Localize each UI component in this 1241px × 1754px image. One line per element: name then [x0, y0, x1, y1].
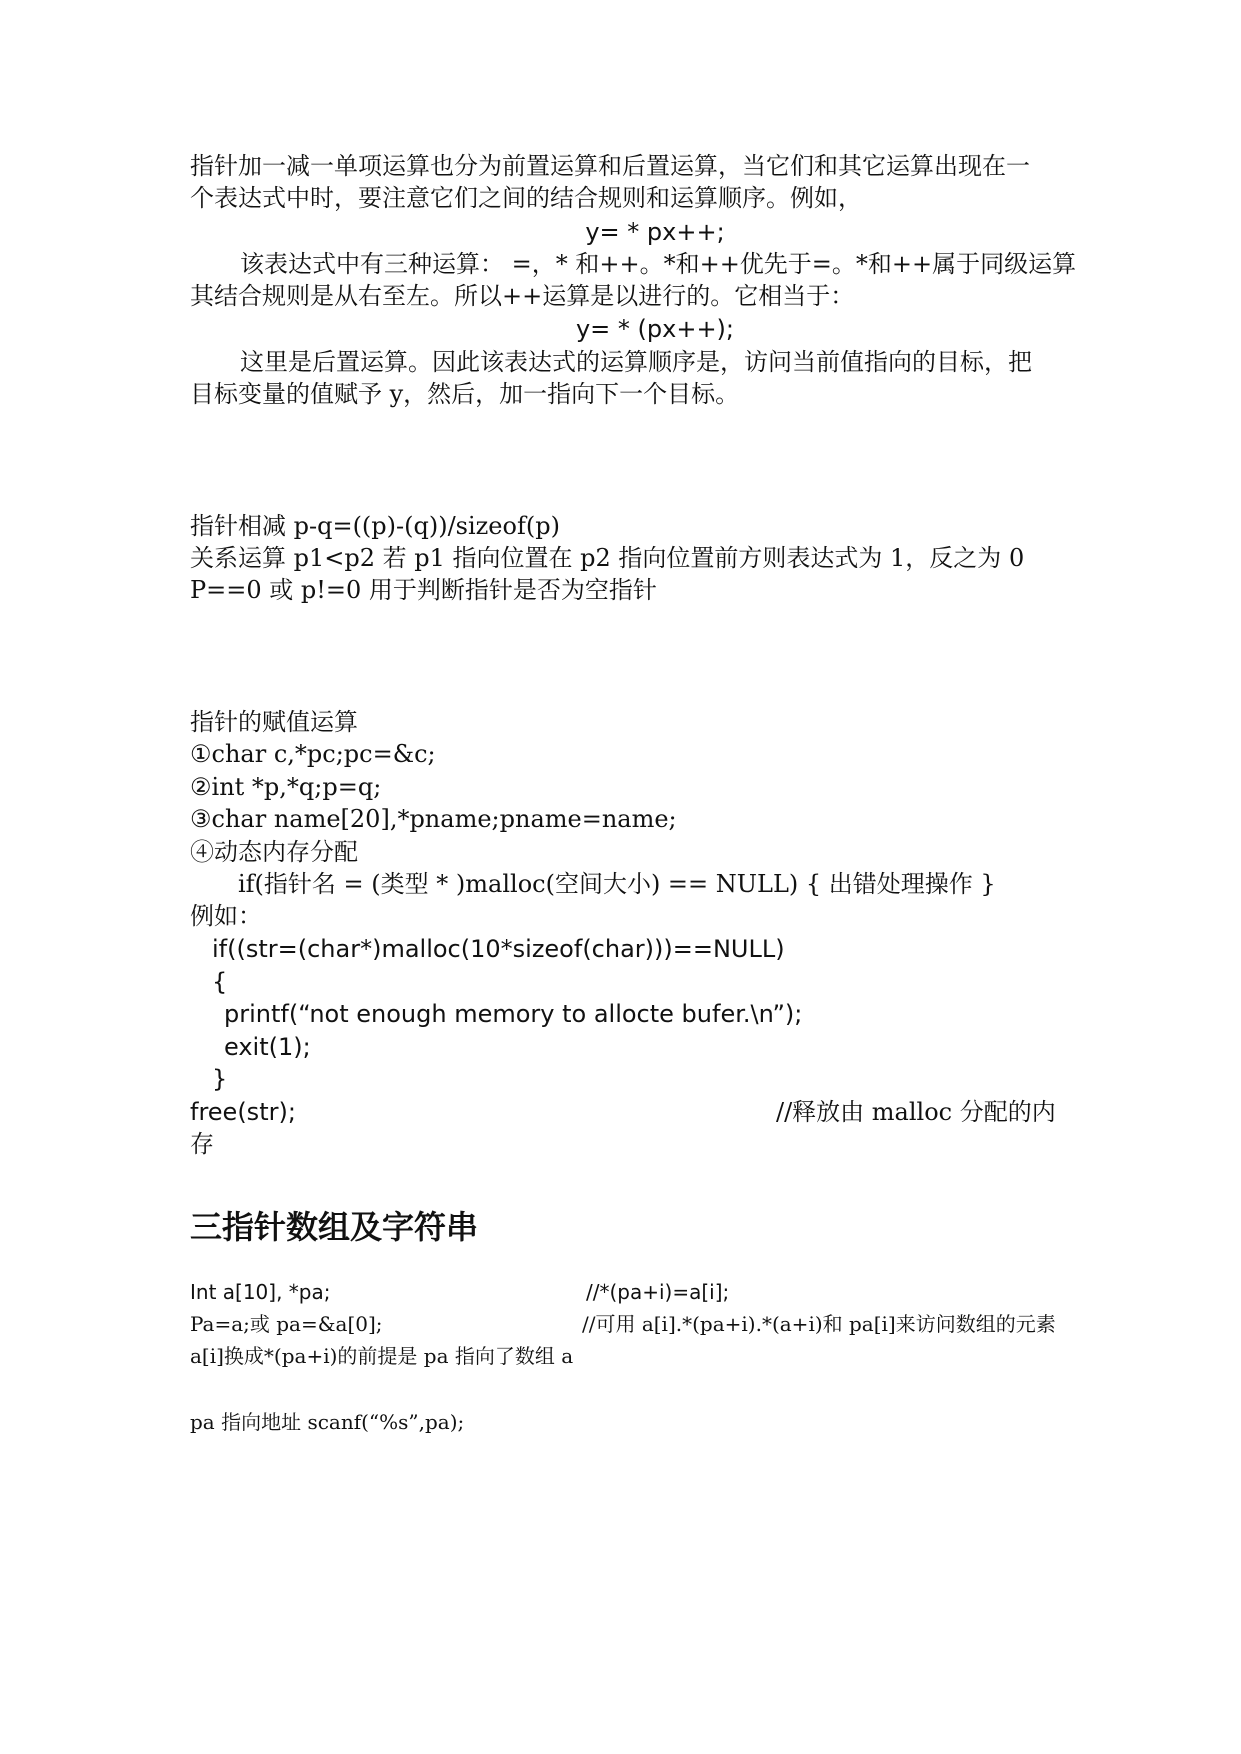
- subsection-title: 指针的赋值运算: [190, 708, 358, 736]
- paragraph-line: 这里是后置运算。因此该表达式的运算顺序是，访问当前值指向的目标，把: [240, 348, 1032, 376]
- paragraph-line: 其结合规则是从右至左。所以++运算是以进行的。它相当于：: [190, 282, 855, 310]
- code-line: printf(“not enough memory to allocte bufer.\n”);: [224, 1000, 803, 1028]
- list-item: ①char c,*pc;pc=&c;: [190, 740, 436, 768]
- paragraph-line: a[i]换成*(pa+i)的前提是 pa 指向了数组 a: [190, 1344, 574, 1368]
- section-heading: 三指针数组及字符串: [190, 1208, 479, 1246]
- code-line: if((str=(char*)malloc(10*sizeof(char)))==NULL): [212, 935, 785, 963]
- list-item: ④动态内存分配: [190, 838, 358, 866]
- paragraph-line: P==0 或 p!=0 用于判断指针是否为空指针: [190, 576, 657, 604]
- paragraph-line: 该表达式中有三种运算： =，* 和++。*和++优先于=。*和++属于同级运算: [240, 250, 1077, 278]
- code-comment: //可用 a[i].*(pa+i).*(a+i)和 pa[i]来访问数组的元素: [582, 1312, 1056, 1336]
- code-line: if(指针名 = (类型 * )malloc(空间大小) == NULL) { 出错处理操作 }: [238, 870, 996, 898]
- list-item: ②int *p,*q;p=q;: [190, 773, 382, 801]
- code-line: exit(1);: [224, 1033, 311, 1061]
- paragraph-line: pa 指向地址 scanf(“%s”,pa);: [190, 1410, 465, 1434]
- list-item: ③char name[20],*pname;pname=name;: [190, 805, 677, 833]
- paragraph-line: 关系运算 p1<p2 若 p1 指向位置在 p2 指向位置前方则表达式为 1，反之为 0: [190, 544, 1025, 572]
- code-line: Pa=a;或 pa=&a[0];: [190, 1312, 383, 1336]
- example-label: 例如：: [190, 902, 262, 930]
- paragraph-line: 指针加一减一单项运算也分为前置运算和后置运算，当它们和其它运算出现在一: [190, 152, 1030, 180]
- paragraph-line: 指针相减 p-q=((p)-(q))/sizeof(p): [190, 512, 560, 540]
- code-line: }: [212, 1065, 228, 1093]
- code-expression: y= * px++;: [585, 218, 725, 246]
- code-comment: //释放由 malloc 分配的内: [776, 1098, 1056, 1126]
- code-comment: //*(pa+i)=a[i];: [586, 1280, 730, 1304]
- paragraph-line: 目标变量的值赋予 y，然后，加一指向下一个目标。: [190, 380, 740, 408]
- code-line: {: [212, 968, 228, 996]
- code-line: free(str);: [190, 1098, 296, 1126]
- paragraph-line: 个表达式中时，要注意它们之间的结合规则和运算顺序。例如，: [190, 184, 862, 212]
- code-line: Int a[10], *pa;: [190, 1280, 331, 1304]
- code-comment: 存: [190, 1130, 214, 1158]
- code-expression: y= * (px++);: [575, 315, 735, 343]
